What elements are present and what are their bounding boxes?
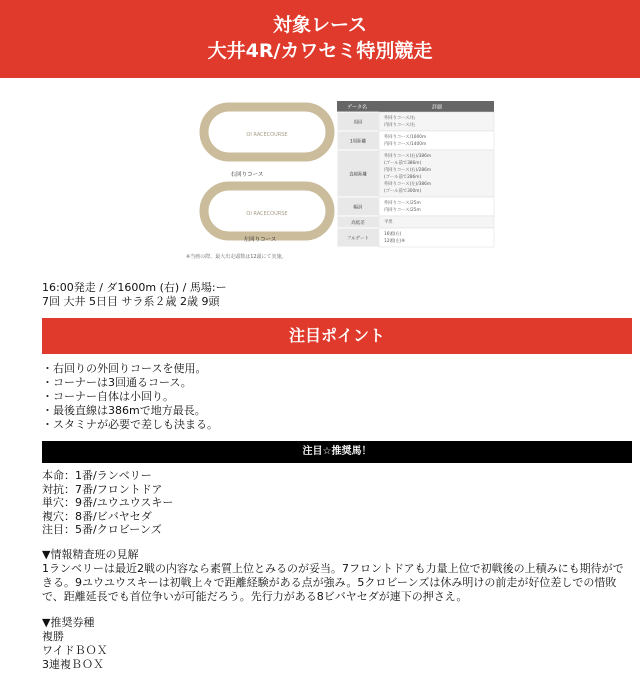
ticket-item: ワイドＢＯＸ <box>42 644 108 657</box>
table-row-name: 直線距離 <box>349 172 367 178</box>
points-heading: 注目ポイント <box>42 318 632 354</box>
race-header-banner <box>0 0 640 78</box>
race-time-distance: 16:00発走 / ダ1600m (右) / 馬場:ー <box>42 281 227 294</box>
course-diagram <box>182 98 496 264</box>
pick-rival: 対抗：7番/フロントドア <box>42 482 163 496</box>
list-item: ・コーナー自体は小回り。 <box>42 390 174 403</box>
table-row-detail: 内回りコース/25m <box>384 208 421 213</box>
table-row-name: フルゲート <box>346 236 370 242</box>
table-row-detail: 平坦 <box>384 220 393 225</box>
pick-watch: 注目：5番/クロビーンズ <box>42 523 162 536</box>
table-row-detail: (ゴール前で300m) <box>384 189 422 194</box>
race-meeting-info: 7回 大井 5日目 サラ系２歳 2歳 9頭 <box>42 295 220 308</box>
table-row-name: 幅員 <box>353 205 363 211</box>
analysis-title: ▼情報精査班の見解 <box>42 548 139 561</box>
tickets-section <box>42 616 108 672</box>
table-row-name: 周回 <box>353 120 363 126</box>
table-row-detail-cell <box>379 216 494 228</box>
header-label: 対象レース <box>272 14 368 36</box>
table-row-detail: 外回りコース(左)/386m <box>384 182 432 187</box>
table-row-detail-cell <box>379 197 494 216</box>
picks-list <box>42 469 173 537</box>
race-info <box>42 281 227 309</box>
list-item: ・スタミナが必要で差しも決まる。 <box>42 418 218 431</box>
table-row-detail: 内回りコース/1400m <box>384 142 427 147</box>
table-row-detail: 内回りコース/右 <box>384 123 416 128</box>
inner-course-label: 左回りコース <box>243 237 277 243</box>
course-data-table <box>337 112 494 247</box>
table-row-name: 高低差 <box>351 221 365 226</box>
list-item: ・コーナーは3回通るコース。 <box>42 376 192 389</box>
ticket-item: 3連複ＢＯＸ <box>42 658 104 671</box>
analysis-body: 1ランベリーは最近2戦の内容なら素質上位とみるのが妥当。7フロントドアも力量上位で初戦後の上積みにも期待ができる。9ユウユウスキーは初戦上々で距離経験がある点が強み。5クロビーンズは休み明けの前走が好位差しでの惜敗で、距離延長でも首位争いが可能だろう。先行力がある8ビバヤセダが連下の押さえ。 <box>42 562 624 603</box>
table-row-detail-cell <box>379 112 494 131</box>
table-header-detail: 詳細 <box>431 104 443 111</box>
race-title: 大井4R/カワセミ特別競走 <box>207 40 433 62</box>
table-row-detail: 外回りコース/右 <box>384 116 416 121</box>
table-row-detail: (ゴール前で286m) <box>384 175 422 180</box>
pick-dark-horse: 単穴：9番/ユウユウスキー <box>42 496 174 509</box>
analysis-section <box>42 548 634 604</box>
pick-place: 複穴：8番/ビバヤセダ <box>42 509 152 523</box>
table-row-detail-cell <box>379 131 494 150</box>
ticket-item: 複勝 <box>42 630 64 643</box>
points-list <box>42 362 218 432</box>
table-header-name: データ名 <box>346 104 368 111</box>
tickets-title: ▼推奨券種 <box>42 616 95 629</box>
table-row-detail: 12頭(左)※ <box>384 239 406 244</box>
table-row-detail: 16頭(右) <box>384 232 402 237</box>
inner-track-text: OI RACECOURSE <box>246 211 288 217</box>
list-item: ・最後直線は386mで地方最長。 <box>42 404 206 417</box>
table-row-detail: 外回りコース/1600m <box>384 135 427 140</box>
list-item: ・右回りの外回りコースを使用。 <box>42 362 207 375</box>
table-row-detail: (ゴール前で386m) <box>384 161 422 166</box>
table-row-detail: 外回りコース/25m <box>384 201 421 206</box>
recommend-heading: 注目☆推奨馬！ <box>42 441 632 463</box>
table-row-name: 1周距離 <box>349 139 367 145</box>
outer-track-text: OI RACECOURSE <box>246 132 288 138</box>
table-row-detail: 外回りコース(右)/386m <box>384 154 432 159</box>
pick-main: 本命：1番/ランベリー <box>42 469 152 482</box>
table-row-detail-cell <box>379 228 494 247</box>
table-row-detail: 内回りコース(右)/286m <box>384 168 432 173</box>
outer-course-label: 右回りコース <box>230 172 264 178</box>
course-note: ※当画の際、最大出走頭数は12頭にて実施。 <box>186 254 287 260</box>
